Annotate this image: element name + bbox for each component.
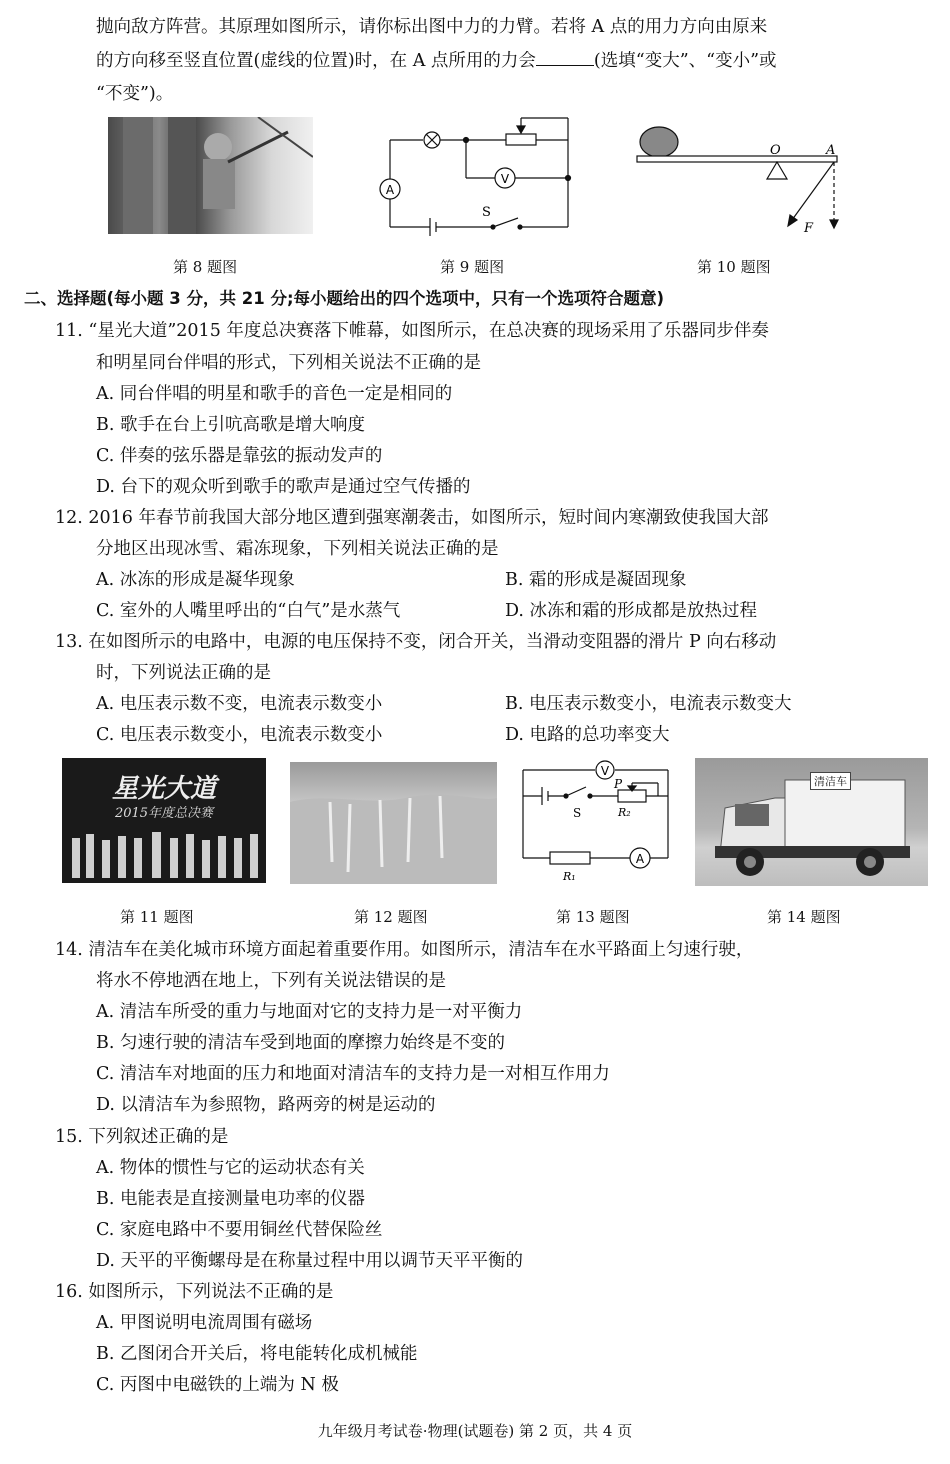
figure-14-sign: 清洁车 bbox=[810, 772, 851, 790]
point-A-label: A bbox=[826, 143, 836, 158]
figure-8-photo bbox=[108, 117, 313, 234]
q13-stem-1: 13. 在如图所示的电路中，电源的电压保持不变，闭合开关，当滑动变阻器的滑片 P 向右移动 bbox=[55, 632, 777, 652]
q15-stem: 15. 下列叙述正确的是 bbox=[55, 1127, 229, 1147]
q12-stem-1: 12. 2016 年春节前我国大部分地区遭到强寒潮袭击，如图所示，短时间内寒潮致使我国大部 bbox=[55, 508, 769, 528]
q12-stem-2: 分地区出现冰雪、霜冻现象，下列相关说法正确的是 bbox=[96, 539, 499, 559]
q13-option-b: B. 电压表示数变小，电流表示数变大 bbox=[505, 694, 792, 714]
caption-figure-11: 第 11 题图 bbox=[120, 908, 194, 926]
caption-figure-14: 第 14 题图 bbox=[767, 908, 841, 926]
figure-12-ice bbox=[290, 762, 497, 884]
q15-option-b: B. 电能表是直接测量电功率的仪器 bbox=[96, 1189, 365, 1209]
q16-option-a: A. 甲图说明电流周围有磁场 bbox=[96, 1313, 313, 1333]
q16-option-b: B. 乙图闭合开关后，将电能转化成机械能 bbox=[96, 1344, 418, 1364]
R1-label: R₁ bbox=[563, 870, 576, 883]
intro-line-2 bbox=[96, 49, 777, 72]
section-2-heading: 二、选择题(每小题 3 分，共 21 分;每小题给出的四个选项中，只有一个选项符合题意) bbox=[24, 289, 665, 308]
slider-P-label: P bbox=[614, 777, 623, 791]
switch-label: S bbox=[482, 205, 491, 220]
q11-stem-2: 和明星同台伴唱的形式，下列相关说法不正确的是 bbox=[96, 353, 481, 373]
q11-option-d: D. 台下的观众听到歌手的歌声是通过空气传播的 bbox=[96, 477, 471, 497]
figure-12-photo bbox=[290, 762, 497, 884]
q11-option-b: B. 歌手在台上引吭高歌是增大响度 bbox=[96, 415, 365, 435]
q11-option-a: A. 同台伴唱的明星和歌手的音色一定是相同的 bbox=[96, 384, 453, 404]
switch-S-label: S bbox=[573, 806, 582, 820]
caption-figure-9: 第 9 题图 bbox=[440, 258, 505, 276]
q13-stem-2: 时，下列说法正确的是 bbox=[96, 663, 271, 683]
q15-option-d: D. 天平的平衡螺母是在称量过程中用以调节天平平衡的 bbox=[96, 1251, 524, 1271]
caption-figure-10: 第 10 题图 bbox=[697, 258, 771, 276]
figure-14-photo bbox=[695, 758, 928, 886]
intro-line-2b: (选填“变大”、“变小”或 bbox=[593, 51, 777, 71]
ammeter-label-13: A bbox=[635, 852, 645, 866]
R2-label: R₂ bbox=[618, 806, 631, 819]
answer-blank[interactable] bbox=[536, 49, 594, 66]
q12-option-a: A. 冰冻的形成是凝华现象 bbox=[96, 570, 295, 590]
q16-stem: 16. 如图所示，下列说法不正确的是 bbox=[55, 1282, 334, 1302]
caption-figure-12: 第 12 题图 bbox=[354, 908, 428, 926]
q14-option-a: A. 清洁车所受的重力与地面对它的支持力是一对平衡力 bbox=[96, 1002, 523, 1022]
voltmeter-label-13: V bbox=[600, 764, 610, 778]
page-footer: 九年级月考试卷·物理(试题卷) 第 2 页，共 4 页 bbox=[317, 1422, 633, 1440]
intro-line-2a: 的方向移至竖直位置(虚线的位置)时，在 A 点所用的力会 bbox=[96, 51, 536, 71]
intro-line-1: 抛向敌方阵营。其原理如图所示，请你标出图中力的力臂。若将 A 点的用力方向由原来 bbox=[96, 17, 768, 37]
q14-stem-2: 将水不停地洒在地上，下列有关说法错误的是 bbox=[96, 971, 446, 991]
figure-9-circuit bbox=[378, 112, 578, 242]
pivot-O-label: O bbox=[770, 143, 781, 158]
q12-option-c: C. 室外的人嘴里呼出的“白气”是水蒸气 bbox=[96, 601, 401, 621]
q14-option-d: D. 以清洁车为参照物，路两旁的树是运动的 bbox=[96, 1095, 436, 1115]
q13-option-d: D. 电路的总功率变大 bbox=[505, 725, 670, 745]
force-F-label: F bbox=[804, 221, 814, 236]
q13-option-a: A. 电压表示数不变，电流表示数变小 bbox=[96, 694, 383, 714]
q15-option-c: C. 家庭电路中不要用铜丝代替保险丝 bbox=[96, 1220, 383, 1240]
q14-option-b: B. 匀速行驶的清洁车受到地面的摩擦力始终是不变的 bbox=[96, 1033, 505, 1053]
q12-option-b: B. 霜的形成是凝固现象 bbox=[505, 570, 687, 590]
q11-stem-1: 11. “星光大道”2015 年度总决赛落下帷幕，如图所示，在总决赛的现场采用了乐器同步伴奏 bbox=[55, 321, 769, 341]
figure-11-title: 星光大道 bbox=[111, 774, 216, 804]
q11-option-c: C. 伴奏的弦乐器是靠弦的振动发声的 bbox=[96, 446, 383, 466]
q13-option-c: C. 电压表示数变小，电流表示数变小 bbox=[96, 725, 383, 745]
voltmeter-label: V bbox=[500, 172, 510, 186]
caption-figure-8: 第 8 题图 bbox=[173, 258, 238, 276]
figure-11-photo bbox=[62, 758, 266, 883]
q12-option-d: D. 冰冻和霜的形成都是放热过程 bbox=[505, 601, 758, 621]
figure-8-illustration bbox=[108, 117, 313, 234]
figure-11-subtitle: 2015年度总决赛 bbox=[114, 806, 214, 821]
figure-13-circuit bbox=[518, 756, 678, 886]
q16-option-c: C. 丙图中电磁铁的上端为 N 极 bbox=[96, 1375, 339, 1395]
q14-option-c: C. 清洁车对地面的压力和地面对清洁车的支持力是一对相互作用力 bbox=[96, 1064, 610, 1084]
caption-figure-13: 第 13 题图 bbox=[556, 908, 630, 926]
figure-11-crowd bbox=[62, 758, 266, 883]
intro-line-3: “不变”)。 bbox=[96, 84, 174, 104]
q15-option-a: A. 物体的惯性与它的运动状态有关 bbox=[96, 1158, 365, 1178]
ammeter-label: A bbox=[385, 183, 395, 197]
figure-10-lever bbox=[632, 122, 852, 242]
q14-stem-1: 14. 清洁车在美化城市环境方面起着重要作用。如图所示，清洁车在水平路面上匀速行驶， bbox=[55, 940, 754, 960]
